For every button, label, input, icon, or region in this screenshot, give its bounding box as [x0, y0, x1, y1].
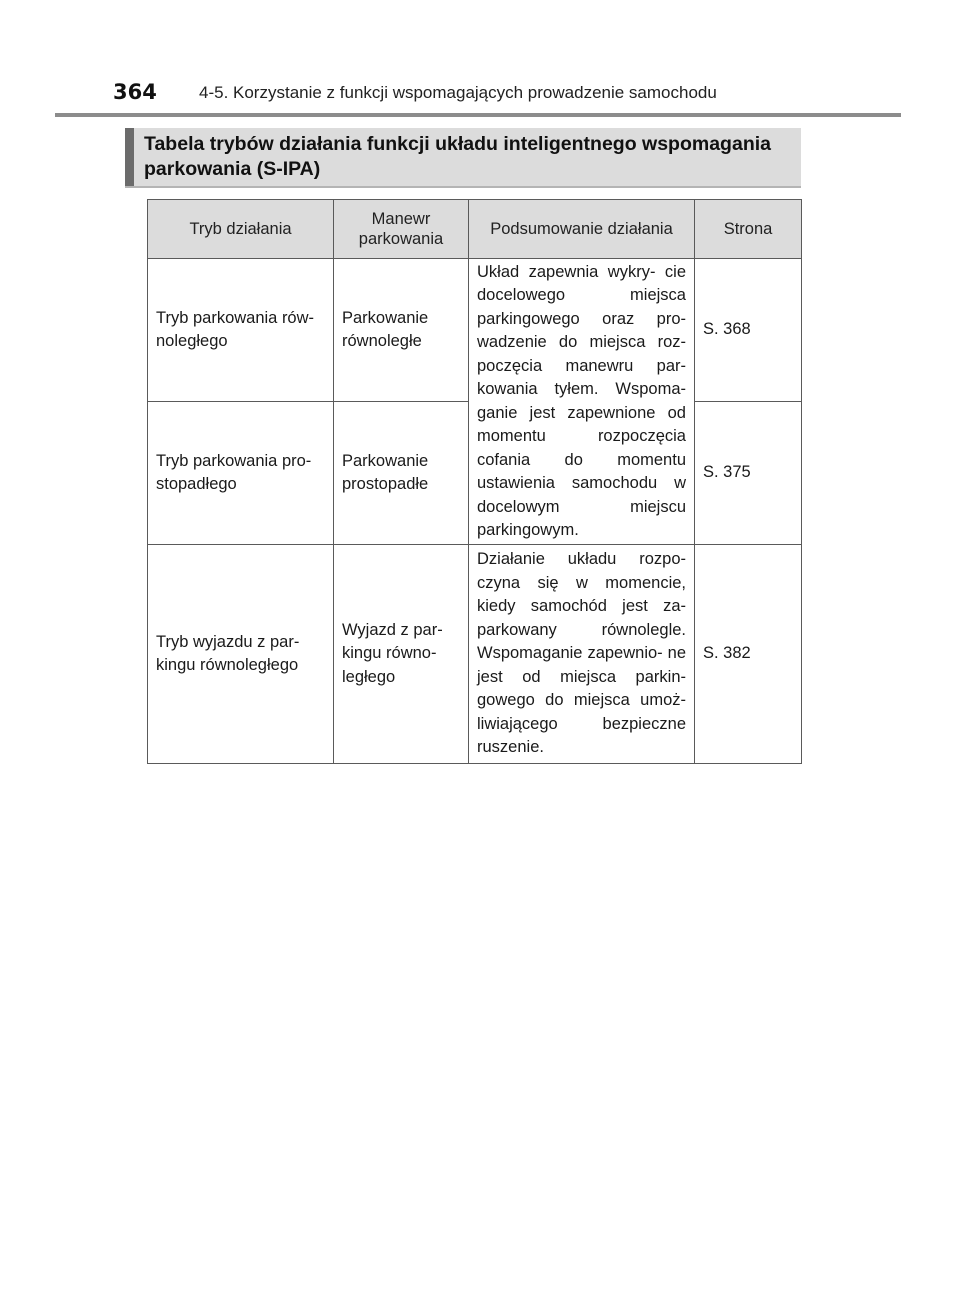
table-header-row: [148, 200, 802, 259]
maneuver-cell: Parkowanie równoległe: [334, 259, 469, 402]
page-header: [113, 78, 903, 112]
table-row: [148, 259, 802, 402]
maneuver-cell: Parkowanie prostopadłe: [334, 402, 469, 545]
mode-cell: Tryb wyjazdu z par- kingu równoległego: [148, 545, 334, 764]
column-header-maneuver: Manewr parkowania: [334, 200, 469, 259]
page-ref-cell: S. 375: [695, 402, 802, 545]
summary-cell: Działanie układu rozpo- czyna się w momencie, kiedy samochód jest za- parkowany równolegle. Wspomaganie zapewnio- ne jest od miejsca parkin- gowego do miejsca umoż- liwiającego bezpieczne ruszenie.: [469, 545, 695, 764]
section-title: Tabela trybów działania funkcji układu inteligentnego wspomagania parkowania (S-IPA): [144, 133, 771, 180]
column-header-summary: Podsumowanie działania: [469, 200, 695, 259]
section-heading: [125, 128, 801, 188]
modes-table: [147, 199, 802, 764]
summary-cell: Układ zapewnia wykry- cie docelowego miejsca parkingowego oraz pro- wadzenie do miejsca roz- poczęcia manewru par- kowania tyłem. Wspoma- ganie jest zapewnione od momentu rozpoczęcia cofania do momentu ustawienia samochodu w docelowym miejscu parkingowym.: [469, 259, 695, 545]
section-accent-bar: [125, 128, 134, 186]
column-header-mode: Tryb działania: [148, 200, 334, 259]
chapter-title: 4-5. Korzystanie z funkcji wspomagających prowadzenie samochodu: [199, 83, 717, 102]
page-number: 364: [113, 80, 157, 104]
page-ref-cell: S. 368: [695, 259, 802, 402]
header-divider: [55, 113, 901, 117]
table-row: [148, 545, 802, 764]
column-header-page: Strona: [695, 200, 802, 259]
page-ref-cell: S. 382: [695, 545, 802, 764]
maneuver-cell: Wyjazd z par- kingu równo- ległego: [334, 545, 469, 764]
mode-cell: Tryb parkowania pro- stopadłego: [148, 402, 334, 545]
mode-cell: Tryb parkowania rów- noległego: [148, 259, 334, 402]
